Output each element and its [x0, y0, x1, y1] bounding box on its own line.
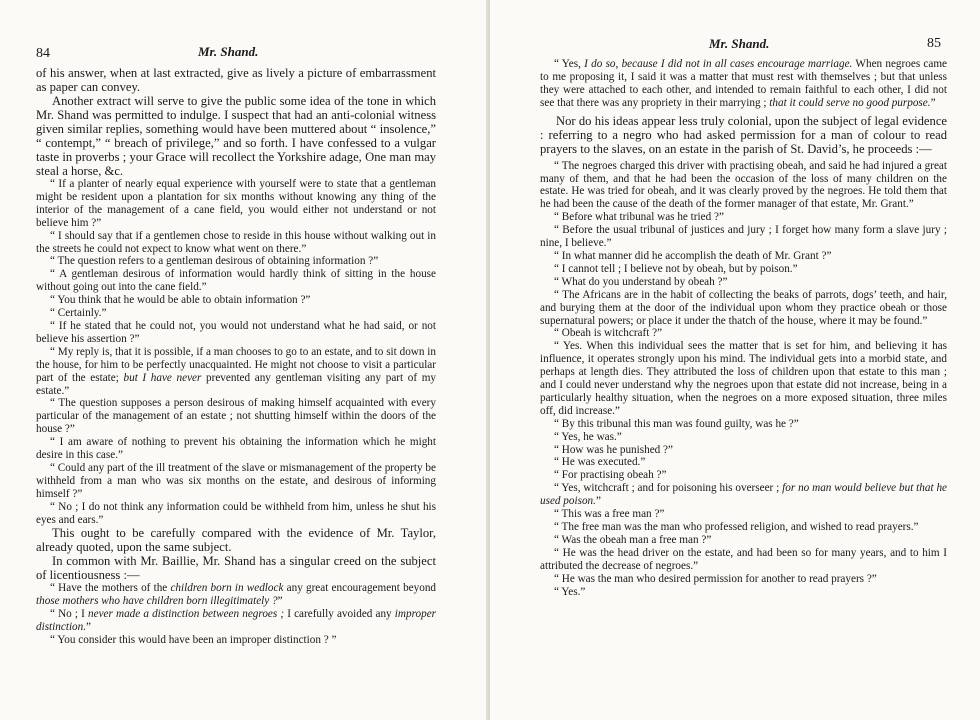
text-run: “ He was executed.”: [554, 456, 646, 469]
text-run: “ What do you understand by obeah ?”: [554, 275, 728, 288]
italic-text: improper distinction.: [36, 608, 437, 634]
testimony-paragraph: [540, 469, 947, 482]
text-run: “ This was a free man ?”: [554, 508, 665, 521]
testimony-paragraph: [540, 456, 947, 469]
testimony-paragraph: [540, 521, 947, 534]
text-run: ”: [930, 96, 936, 109]
testimony-paragraph: [36, 255, 436, 268]
text-run: “ For practising obeah ?”: [554, 469, 667, 482]
text-run: Another extract will serve to give the public some idea of the tone in which Mr. Shand was permitted to indulge. I suspect that had an anti-colonial witness given similar replies, something would have been muttered about “ insolence,” “ contempt,” “ breach of privilege,” and so forth. I have confessed to a vulgar taste in proverbs ; your Grace will recollect the Yorkshire adage, One man may steal a horse, &c.: [36, 94, 436, 178]
italic-text: never made a distinction between negroes ;: [88, 608, 285, 621]
text-run: I carefully avoided any: [284, 608, 392, 621]
text-run: “ Yes, witchcraft ; and for poisoning his overseer ;: [554, 482, 780, 495]
text-run: “ My reply is, that it is possible, if a man chooses to go to an estate, and to sit down in the house, for him to be perfectly unacquainted. He might not choose to visit a particular part of the estate;: [36, 345, 436, 384]
testimony-paragraph: [540, 224, 947, 250]
testimony-paragraph: [36, 436, 436, 462]
text-run: “ If a planter of nearly equal experience with yourself were to state that a gentleman might be resident upon a plantation for six months without knowing any thing of the interior of the management of a cane field, you would either not understand or not believe him ?”: [36, 178, 436, 229]
page-number: 85: [927, 36, 941, 51]
testimony-paragraph: [540, 418, 947, 431]
text-run: “ The free man was the man who professed religion, and wished to read prayers.”: [554, 521, 919, 533]
testimony-paragraph: [540, 573, 947, 586]
text-run: “ He was the head driver on the estate, and had been so for many years, and to him I attributed the decrease of negroes.”: [540, 546, 947, 572]
text-run: “ You think that he would be able to obtain information ?”: [50, 294, 311, 307]
left-page: [0, 0, 488, 720]
text-run: “ No ; I do not think any information could be withheld from him, unless he shut his eyes and ears.”: [36, 500, 436, 526]
text-run: “ The question refers to a gentleman desirous of obtaining information ?”: [50, 255, 379, 268]
testimony-paragraph: [36, 346, 436, 398]
text-run: “ Before the usual tribunal of justices and jury ; I forget how many form a slave jury ; nine, I believe.”: [540, 224, 947, 250]
testimony-paragraph: [540, 327, 947, 340]
text-run: “ Yes,: [554, 58, 581, 70]
body-paragraph: [36, 66, 436, 94]
text-run: “ The question supposes a person desirous of making himself acquainted with every particular of the management of an estate ; not shutting himself within the doors of the house ?”: [36, 397, 436, 436]
italic-text: for no man would believe but that he used poison.: [540, 482, 948, 508]
text-run: “ Before what tribunal was he tried ?”: [554, 211, 724, 224]
italic-text: I do so, because I did not in all cases encourage marriage.: [584, 58, 853, 70]
text-run: “ Obeah is witchcraft ?”: [554, 327, 663, 340]
testimony-paragraph: [540, 250, 947, 263]
italic-text: those mothers who have children born illegitimately ?: [36, 595, 278, 608]
italic-text: but I have never: [123, 371, 202, 384]
text-run: “ Yes, he was.”: [554, 430, 622, 443]
testimony-paragraph: [540, 534, 947, 547]
testimony-paragraph: [540, 340, 947, 417]
running-title: Mr. Shand.: [198, 44, 259, 59]
text-run: “ Yes.”: [554, 585, 586, 598]
text-run: When negroes came to me proposing it, I said it was a matter that must rest with themselves ; but that unless they were attached to each other, and intended to remain faithful to each other, I did not see that there was any propriety in their marrying ;: [540, 58, 948, 109]
testimony-paragraph: [36, 582, 436, 608]
body-paragraph: [36, 94, 436, 178]
testimony-paragraph: [540, 547, 947, 573]
testimony-paragraph: [540, 211, 947, 224]
body-paragraph: [36, 554, 436, 582]
testimony-paragraph: [540, 444, 947, 457]
text-run: any great encouragement beyond: [283, 582, 437, 595]
italic-text: that it could serve no good purpose.: [769, 96, 931, 109]
text-run: In common with Mr. Baillie, Mr. Shand has a singular creed on the subject of licentiousness :—: [36, 554, 436, 583]
body-paragraph: [36, 526, 436, 554]
testimony-paragraph: [540, 586, 947, 599]
running-title: Mr. Shand.: [709, 36, 770, 51]
page-body: [36, 66, 436, 647]
text-run: “ By this tribunal this man was found guilty, was he ?”: [554, 417, 799, 430]
text-run: “ You consider this would have been an improper distinction ? ”: [50, 634, 337, 647]
text-run: of his answer, when at last extracted, give as lively a picture of embarrassment as paper can convey.: [36, 66, 436, 94]
text-run: Nor do his ideas appear less truly colonial, upon the subject of legal evidence : referring to a negro who had asked permission for a man of colour to read prayers to the slaves, on an estate in the parish of St. David’s, he proceeds :—: [540, 113, 947, 156]
body-paragraph: [540, 114, 947, 156]
testimony-paragraph: [540, 482, 947, 508]
testimony-paragraph: [36, 608, 436, 634]
testimony-paragraph: [36, 501, 436, 527]
testimony-paragraph: [36, 462, 436, 501]
italic-text: children born in wedlock: [170, 582, 284, 595]
text-run: “ The negroes charged this driver with practising obeah, and said he had injured a great many of them, and that he had been the occasion of the loss of many children on the estate. He was tried for obeah, and it was clearly proved by the negroes. He told them that he had been the cause of the death of the former manager of that estate, Mr. Grant.”: [540, 159, 947, 211]
text-run: “ No ; I: [50, 608, 85, 621]
text-run: “ I should say that if a gentlemen chose to reside in this house without walking out in the streets he could not expect to know what went on there.”: [36, 229, 436, 255]
right-page: [490, 0, 980, 720]
page-body: [540, 58, 947, 598]
text-run: This ought to be carefully compared with the evidence of Mr. Taylor, already quoted, upon the same subject.: [36, 526, 436, 555]
testimony-paragraph: [36, 230, 436, 256]
testimony-paragraph: [36, 178, 436, 230]
text-run: “ Was the obeah man a free man ?”: [554, 533, 712, 546]
text-run: “ Have the mothers of the: [50, 582, 168, 595]
testimony-paragraph: [540, 58, 947, 110]
text-run: “ If he stated that he could not, you would not understand what he had said, or not believe his assertion ?”: [36, 319, 436, 345]
testimony-paragraph: [540, 508, 947, 521]
text-run: “ Certainly.”: [50, 307, 107, 320]
testimony-paragraph: [540, 431, 947, 444]
text-run: “ I cannot tell ; I believe not by obeah, but by poison.”: [554, 262, 798, 275]
testimony-paragraph: [36, 268, 436, 294]
text-run: “ How was he punished ?”: [554, 443, 673, 456]
testimony-paragraph: [36, 397, 436, 436]
testimony-paragraph: [540, 263, 947, 276]
testimony-paragraph: [540, 289, 947, 328]
text-run: ”: [595, 495, 601, 508]
text-run: ”: [86, 621, 92, 634]
testimony-paragraph: [36, 294, 436, 307]
text-run: “ Could any part of the ill treatment of the slave or mismanagement of the property be withheld from a man who was six months on the estate, and desirous of informing himself ?”: [36, 461, 436, 500]
testimony-paragraph: [36, 634, 436, 647]
testimony-paragraph: [36, 307, 436, 320]
testimony-paragraph: [540, 160, 947, 212]
text-run: ”: [277, 595, 283, 608]
text-run: “ A gentleman desirous of information would hardly think of sitting in the house without going out into the cane field.”: [36, 268, 436, 294]
text-run: “ He was the man who desired permission for another to read prayers ?”: [554, 572, 877, 585]
testimony-paragraph: [36, 320, 436, 346]
text-run: “ Yes. When this individual sees the matter that is set for him, and believing it has influence, it operates strongly upon his mind. The individual gets into a morbid state, and perhaps at length dies. They attributed the loss of children upon that estate to this man ; and I could never understand why the negroes upon that estate did not increase, being in a particularly healthy situation, when the negroes on a more exposed situation, three miles off, did increase.”: [540, 340, 947, 417]
text-run: prevented any gentleman visiting any part of my estate.”: [36, 371, 437, 397]
text-run: “ I am aware of nothing to prevent his obtaining the information which he might desire in this case.”: [36, 436, 436, 462]
text-run: “ The Africans are in the habit of collecting the beaks of parrots, dogs’ teeth, and hair, and burying them at the door of the individual upon whom they practice obeah or those supernatural powers; or place it under the thatch of the house, where it may be found.”: [540, 288, 947, 327]
page-number: 84: [36, 46, 50, 61]
text-run: “ In what manner did he accomplish the death of Mr. Grant ?”: [554, 249, 832, 262]
testimony-paragraph: [540, 276, 947, 289]
